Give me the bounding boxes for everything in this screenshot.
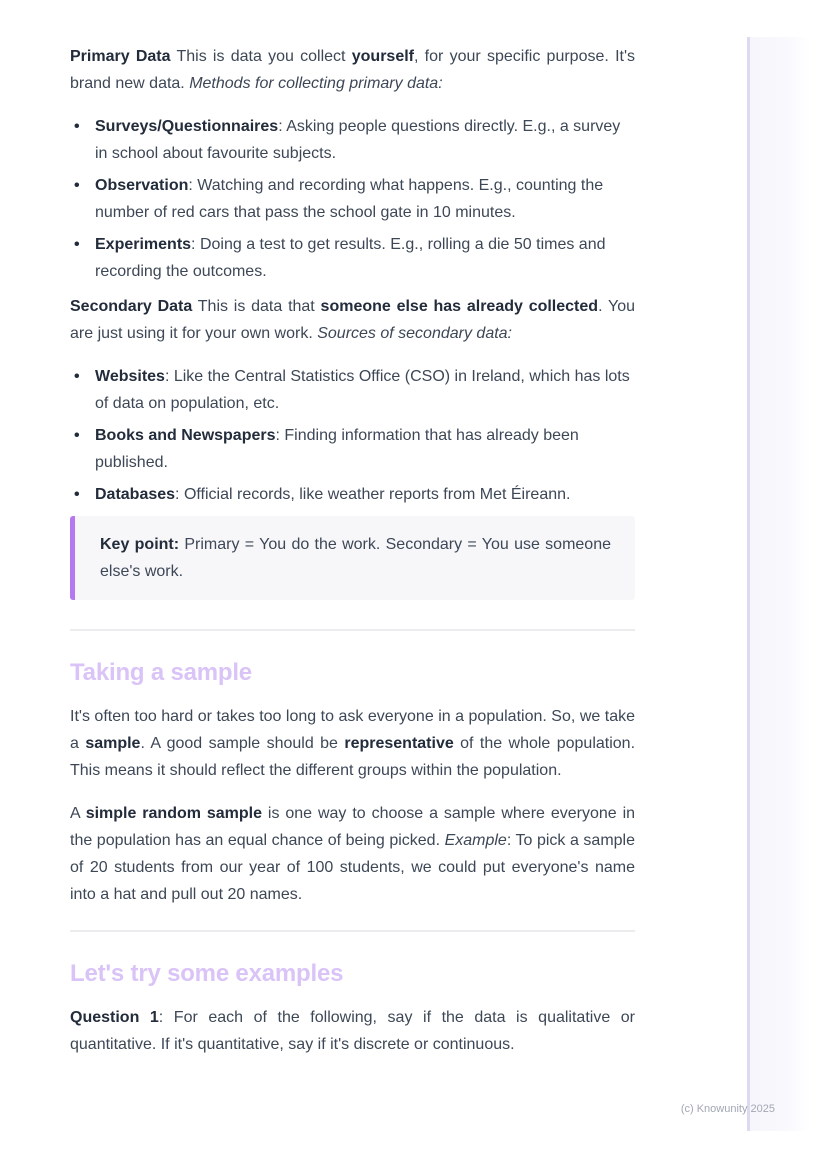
question-1-paragraph: Question 1: For each of the following, say if the data is qualitative or quantitative. If it's quantitative, say if it's discrete or continuous. [70,1009,635,1053]
sampling-paragraph-1: It's often too hard or takes too long to ask everyone in a population. So, we take a sample. A good sample should be representative of the whole population. This means it should reflect the different groups within the population. [70,708,636,779]
heading-taking-a-sample: Taking a sample [70,659,252,686]
list-item-observation: • Observation: Watching and recording what happens. E.g., counting the number of red cars that pass the school gate in 10 minutes. [70,172,635,226]
key-point-text: Key point: Primary = You do the work. Secondary = You use someone else's work. [100,536,611,580]
heading-lets-try-some-examples: Let's try some examples [70,960,344,987]
primary-methods-list [70,113,635,285]
list-item-books-newspapers: • Books and Newspapers: Finding information that has already been published. [70,422,635,476]
list-item-surveys: • Surveys/Questionnaires: Asking people questions directly. E.g., a survey in school about favourite subjects. [70,113,635,167]
section-divider [70,629,635,631]
secondary-sources-list [70,363,635,508]
sampling-paragraph-2: A simple random sample is one way to choose a sample where everyone in the population has an equal chance of being picked. Example: To pick a sample of 20 students from our year of 100 students, we could put everyone's name into a hat and pull out 20 names. [70,805,636,903]
list-item-databases: • Databases: Official records, like weather reports from Met Éireann. [70,481,635,508]
watermark: (c) Knowunity 2025 [680,1103,775,1115]
next-page-edge [747,37,828,1131]
key-point-callout [70,516,635,600]
primary-data-paragraph: Primary Data This is data you collect yourself, for your specific purpose. It's brand new data. Methods for collecting primary data: [70,48,636,92]
section-divider [70,930,635,932]
secondary-data-paragraph: Secondary Data This is data that someone else has already collected. You are just using it for your own work. Sources of secondary data: [70,298,636,342]
list-item-websites: • Websites: Like the Central Statistics Office (CSO) in Ireland, which has lots of data on population, etc. [70,363,635,417]
document-content [70,43,635,1074]
list-item-experiments: • Experiments: Doing a test to get results. E.g., rolling a die 50 times and recording the outcomes. [70,231,635,285]
